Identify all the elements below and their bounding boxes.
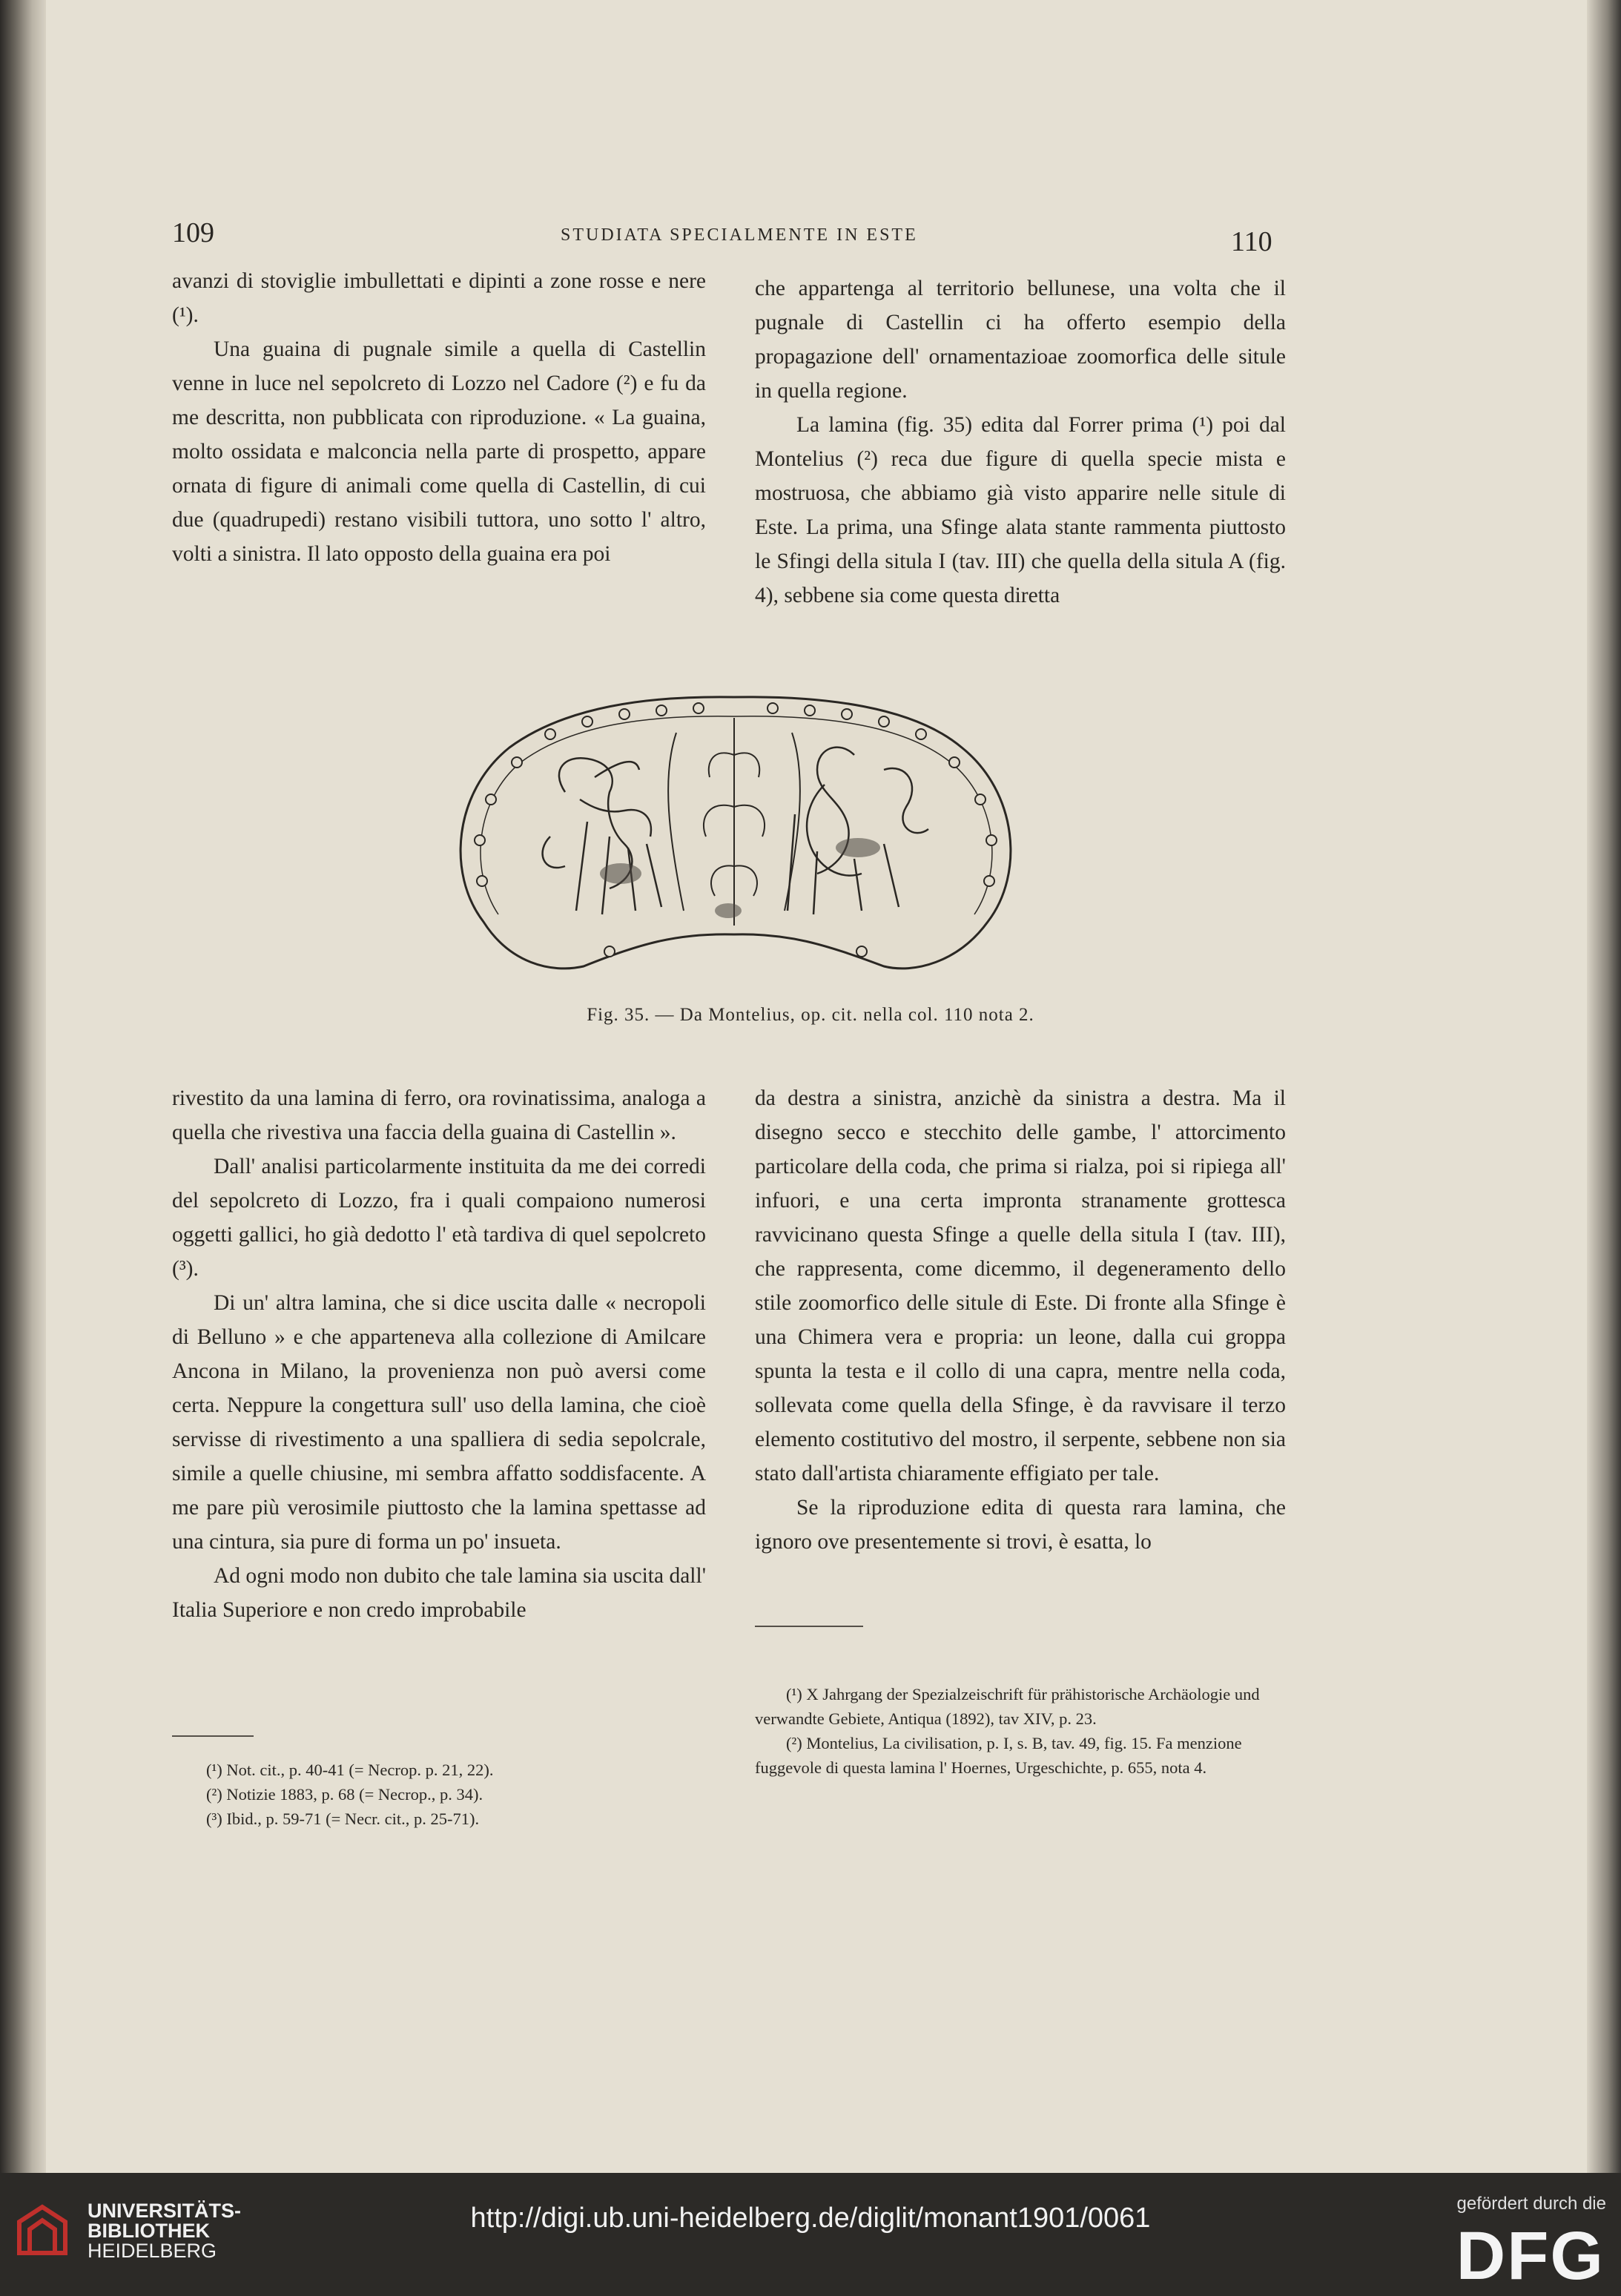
paragraph: che appartenga al territorio bellunese, una volta che il pugnale di Castellin ci ha offerto esempio della propagazione dell' ornamentazioae zoomorfica delle situle in quella regione. [755,277,1286,403]
page-header [0,217,1621,261]
footnote: (¹) X Jahrgang der Spezialzeischrift für prähistorische Archäologie und verwandte Gebiete, Antiqua (1892), tav XIV, p. 23. [755,1685,1260,1728]
book-spine-shadow [0,0,46,2173]
digitization-footer [0,2173,1621,2296]
paragraph: Dall' analisi particolarmente instituita da me dei corredi del sepolcreto di Lozzo, fra i quali compaiono numerosi oggetti gallici, ho già dedotto l' età tardiva di quel sepolcreto (³). [172,1155,706,1281]
bottom-right-column [755,1081,1286,1559]
page-number-right: 110 [1231,226,1272,257]
footnote: (³) Ibid., p. 59-71 (= Necr. cit., p. 25-71). [206,1810,480,1828]
lamina-drawing [439,688,1029,981]
top-right-column [755,271,1286,613]
footnote: (¹) Not. cit., p. 40-41 (= Necrop. p. 21, 22). [206,1761,494,1779]
page-number-left: 109 [172,217,214,248]
paragraph: Se la riproduzione edita di questa rara lamina, che ignoro ove presentemente si trovi, è esatta, lo [755,1496,1286,1554]
footnotes-left [206,1758,696,1831]
lamina-outline [460,697,1011,969]
paragraph: rivestito da una lamina di ferro, ora rovinatissima, analoga a quella che rivestiva una faccia della guaina di Castellin ». [172,1086,706,1144]
paragraph: Ad ogni modo non dubito che tale lamina sia uscita dall' Italia Superiore e non credo improbabile [172,1564,707,1622]
paragraph: Una guaina di pugnale simile a quella di Castellin venne in luce nel sepolcreto di Lozzo nel Cadore (²) e fu da me descritta, non pubblicata con riproduzione. « La guaina, molto ossidata e malconcia nella parte di prospetto, appare ornata di figure di animali come quella di Castellin, di cui due (quadrupedi) restano visibili tuttora, uno sotto l' altro, volti a sinistra. Il lato opposto della guaina era poi [172,337,706,566]
footnotes-right [755,1682,1289,1780]
footnote: (²) Montelius, La civilisation, p. I, s. B, tav. 49, fig. 15. Fa menzione fuggevole di questa lamina l' Hoernes, Urgeschichte, p. 655, nota 4. [755,1734,1242,1777]
bottom-left-column [172,1081,706,1627]
figure-35-bronze-lamina [439,688,1029,981]
footnote-rule-right [755,1626,863,1627]
running-title: STUDIATA SPECIALMENTE IN ESTE [561,225,918,245]
sponsor-label: gefördert durch die [1456,2194,1606,2214]
footnote: (²) Notizie 1883, p. 68 (= Necrop., p. 34). [206,1785,483,1804]
figure-caption: Fig. 35. — Da Montelius, op. cit. nella col. 110 nota 2. [587,1005,1034,1025]
paragraph: avanzi di stoviglie imbullettati e dipinti a zone rosse e nere (¹). [172,269,706,327]
paragraph: Di un' altra lamina, che si dice uscita dalle « necropoli di Belluno » e che apparteneva alla collezione di Amilcare Ancona in Milano, la provenienza non può aversi come certa. Neppure la congettura sull' uso della lamina, che cioè servisse di rivestimento a una spalliera di sedia sepolcrale, simile a quelle chiusine, mi sembra affatto soddisfacente. A me pare più verosimile piuttosto che la lamina spettasse ad una cintura, sia pure di forma un po' insueta. [172,1291,706,1554]
page-edge-shadow [1587,0,1621,2173]
library-name: UNIVERSITÄTS- BIBLIOTHEK HEIDELBERG [88,2200,242,2262]
paragraph: da destra a sinistra, anzichè da sinistra a destra. Ma il disegno secco e stecchito delle gambe, l' attorcimento particolare della coda, che prima si rialza, poi si ripiega all' infuori, e una certa impronta stranamente grottesca ravvicinano questa Sfinge a quelle della situla I (tav. III), che rappresenta, come dicemmo, il degeneramento dello stile zoomorfico delle situle di Este. Di fronte alla Sfinge è una Chimera vera e propria: un leone, dalla cui groppa spunta la testa e il collo di una capra, mentre nella coda, sollevata come quella della Sfinge, è da ravvisare il terzo elemento costitutivo del mostro, il serpente, sebbene non sia stato dall'artista chiaramente effigiato per tale. [755,1086,1286,1485]
paragraph: La lamina (fig. 35) edita dal Forrer prima (¹) poi dal Montelius (²) reca due figure di quella specie mista e mostruosa, che abbiamo già visto apparire nelle situle di Este. La prima, una Sfinge alata stante rammenta piuttosto le Sfingi della situla I (tav. III) che quella della situla A (fig. 4), sebbene sia come questa diretta [755,413,1286,607]
dfg-logo: DFG [1456,2218,1605,2294]
top-left-column [172,264,706,571]
footnote-rule-left [172,1735,254,1737]
source-url-link[interactable]: http://digi.ub.uni-heidelberg.de/diglit/monant1901/0061 [470,2203,1151,2234]
